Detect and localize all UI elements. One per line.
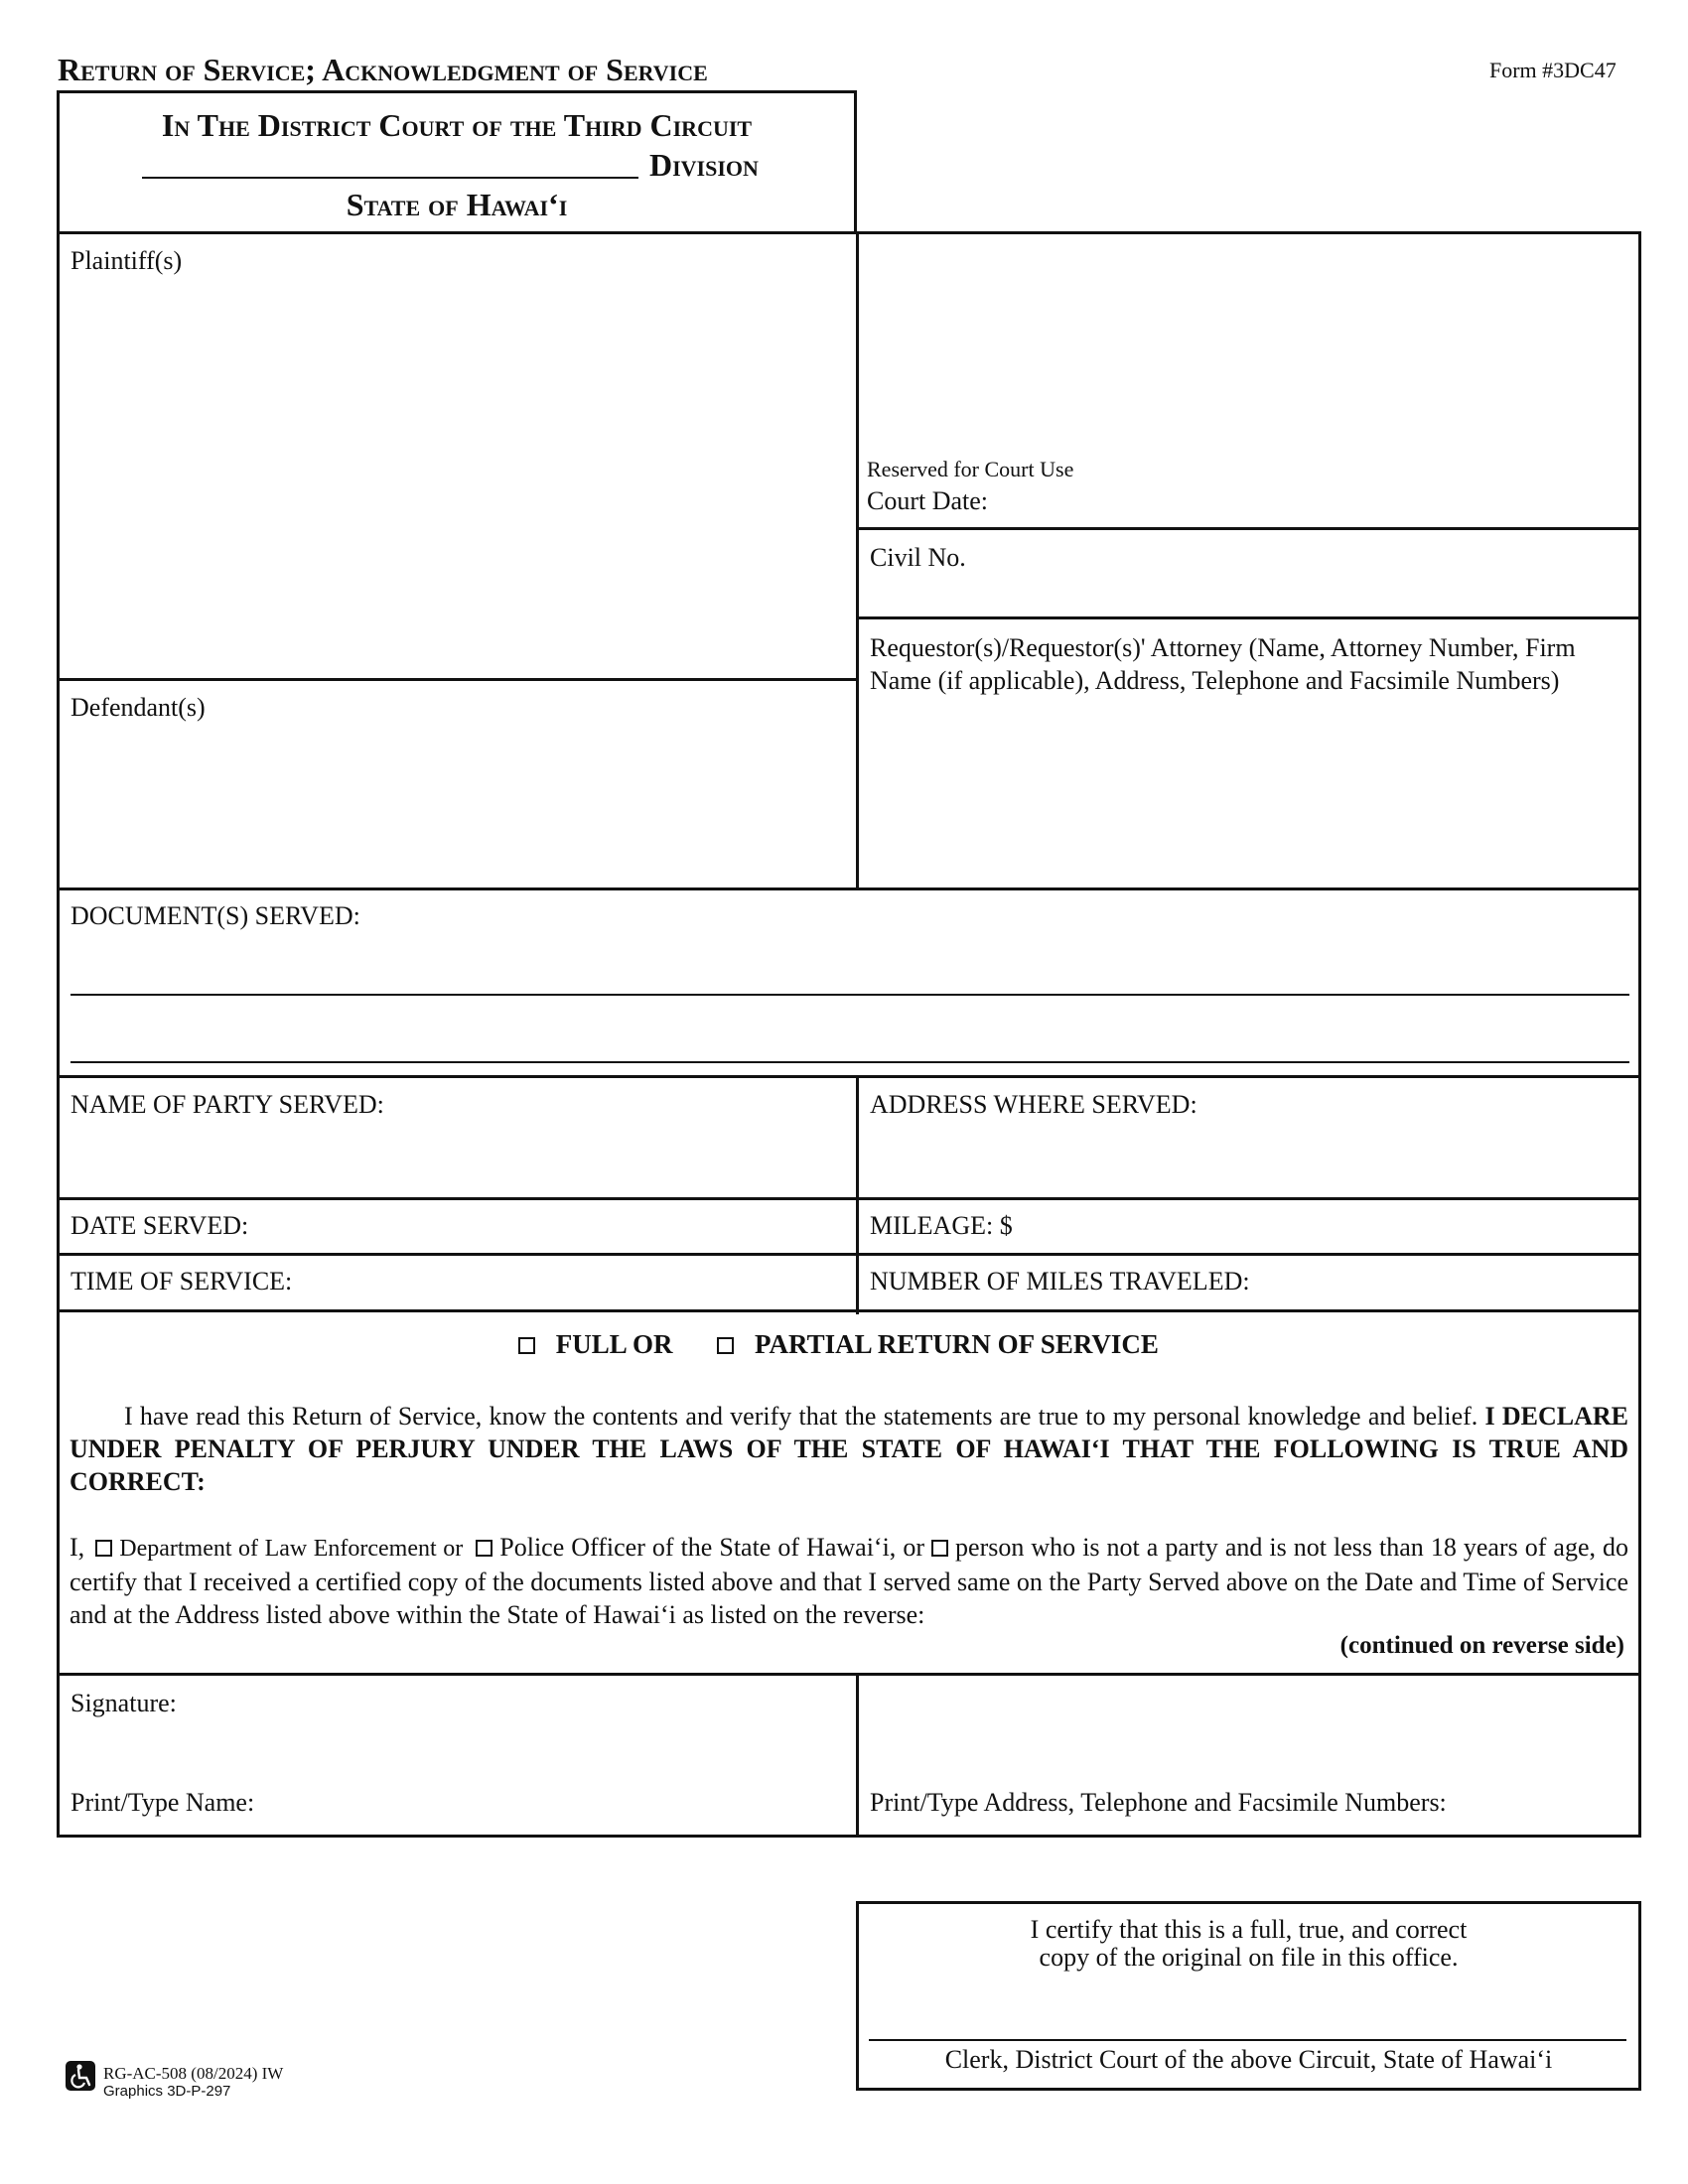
certification-line-2: copy of the original on file in this office. xyxy=(1039,1943,1459,1972)
court-caption-box xyxy=(57,90,857,234)
certify-statement xyxy=(70,1531,1628,1631)
division-label: Division xyxy=(649,147,759,183)
certify-i: I, xyxy=(70,1533,85,1562)
documents-served-label: DOCUMENT(S) SERVED: xyxy=(70,901,360,930)
print-name-label: Print/Type Name: xyxy=(70,1788,255,1817)
time-row-top xyxy=(57,1253,1641,1256)
full-return-label: FULL OR xyxy=(555,1329,673,1359)
clerk-label: Clerk, District Court of the above Circuit, State of Hawai‘i xyxy=(944,2045,1553,2074)
plaintiff-defendant-divider xyxy=(57,678,858,681)
date-served-label: DATE SERVED: xyxy=(70,1211,249,1240)
documents-line-2[interactable] xyxy=(70,1061,1629,1063)
documents-section-top xyxy=(57,887,1641,890)
full-return-checkbox[interactable] xyxy=(518,1337,535,1354)
civil-no-top-border xyxy=(856,527,1641,530)
option-police-label: Police Officer of the State of Hawai‘i, or xyxy=(499,1533,924,1562)
plaintiff-label: Plaintiff(s) xyxy=(70,246,183,275)
option-person-label: person who is not a party and is not less than 18 years of age, do certify that I received a certified copy of the documents listed above and that I served same on the Party Served above on the Date and Time of Service and at the Address listed above within the State of Hawai‘i as listed on the reverse: xyxy=(70,1533,1629,1629)
clerk-signature-line[interactable] xyxy=(869,2039,1626,2041)
form-title: Return of Service; Acknowledgment of Service xyxy=(58,52,708,87)
verify-statement xyxy=(70,1400,1628,1498)
perjury-declaration: I DECLARE UNDER PENALTY OF PERJURY UNDER THE LAWS OF THE STATE OF HAWAI‘I THAT THE FOLLOWING IS TRUE AND CORRECT: xyxy=(70,1402,1629,1496)
partial-return-label: PARTIAL RETURN OF SERVICE xyxy=(755,1329,1159,1359)
date-row-top xyxy=(57,1197,1641,1200)
miles-traveled-label: NUMBER OF MILES TRAVELED: xyxy=(870,1267,1250,1296)
requestor-label: Requestor(s)/Requestor(s)' Attorney (Name, Attorney Number, Firm Name (if applicable), Address, Telephone and Facsimile Numbers) xyxy=(870,633,1576,695)
documents-line-1[interactable] xyxy=(70,994,1629,996)
civil-no-bottom-border xyxy=(856,616,1641,619)
division-blank-line[interactable] xyxy=(142,177,638,179)
time-of-service-label: TIME OF SERVICE: xyxy=(70,1267,293,1296)
name-of-party-label: NAME OF PARTY SERVED: xyxy=(70,1090,384,1119)
civil-no-label: Civil No. xyxy=(870,543,966,572)
certification-box xyxy=(856,1901,1641,2091)
reserved-for-court-use: Reserved for Court Use xyxy=(867,457,1074,481)
certification-line-1: I certify that this is a full, true, and correct xyxy=(1030,1915,1468,1944)
graphics-code: Graphics 3D-P-297 xyxy=(103,2083,231,2100)
verify-text: I have read this Return of Service, know the contents and verify that the statements are true to my personal knowledge and belief. xyxy=(124,1402,1478,1431)
police-checkbox[interactable] xyxy=(476,1540,492,1557)
court-name: In The District Court of the Third Circuit xyxy=(161,107,753,143)
form-number: Form #3DC47 xyxy=(1489,58,1617,82)
accessibility-icon xyxy=(66,2061,95,2091)
option-dle-label: Department of Law Enforcement or xyxy=(119,1536,464,1562)
court-date-label: Court Date: xyxy=(867,486,989,515)
party-section-top xyxy=(57,1075,1641,1078)
partial-return-checkbox[interactable] xyxy=(717,1337,734,1354)
continued-reverse: (continued on reverse side) xyxy=(1339,1632,1624,1659)
signature-section-top xyxy=(57,1673,1641,1676)
mileage-label: MILEAGE: $ xyxy=(870,1211,1013,1240)
left-column-divider xyxy=(856,231,859,890)
print-address-label: Print/Type Address, Telephone and Facsimile Numbers: xyxy=(870,1788,1447,1817)
return-type-row xyxy=(518,1328,1159,1360)
signature-label: Signature: xyxy=(70,1689,177,1717)
signature-column-divider xyxy=(856,1673,859,1837)
dle-checkbox[interactable] xyxy=(95,1540,112,1557)
return-section-top xyxy=(57,1309,1641,1312)
defendant-label: Defendant(s) xyxy=(70,693,206,722)
address-served-label: ADDRESS WHERE SERVED: xyxy=(870,1090,1197,1119)
person-checkbox[interactable] xyxy=(931,1540,948,1557)
state-name: State of Hawai‘i xyxy=(346,187,568,222)
form-code: RG-AC-508 (08/2024) IW xyxy=(103,2064,284,2083)
party-column-divider xyxy=(856,1075,859,1314)
